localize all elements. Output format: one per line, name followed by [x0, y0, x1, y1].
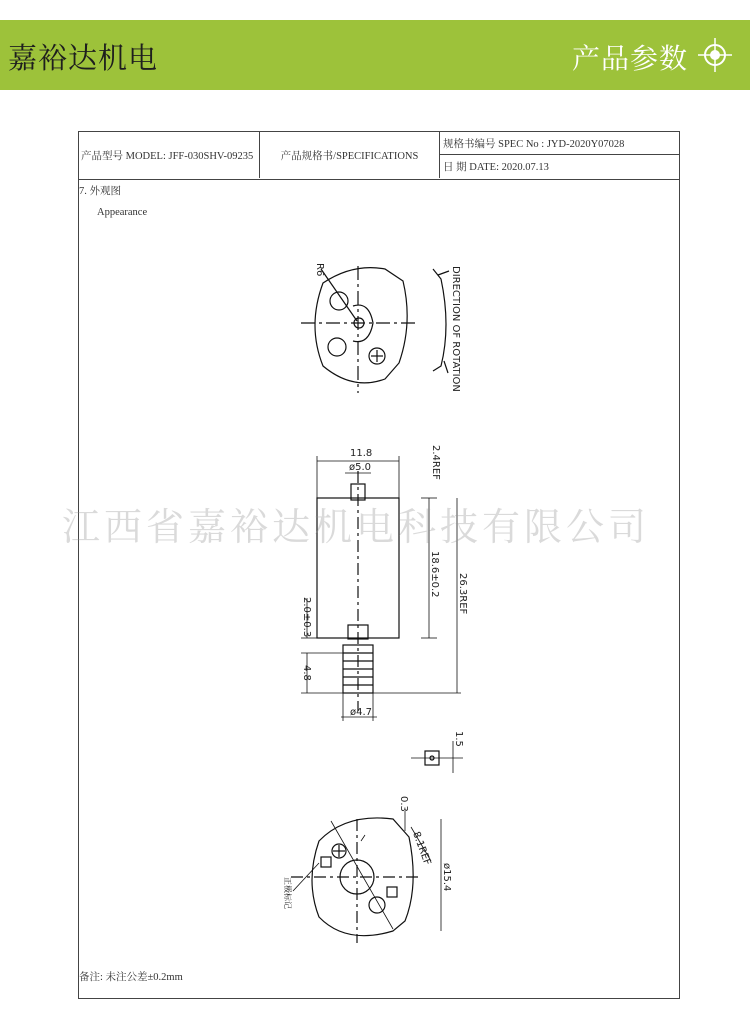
label-26-3ref: 26.3REF	[457, 573, 468, 615]
label-direction: DIRECTION OF ROTATION	[450, 266, 461, 392]
header-banner	[0, 20, 750, 90]
label-r6: R6	[314, 263, 325, 277]
crosshair-target-icon	[696, 36, 734, 74]
label-2-4ref: 2.4REF	[430, 445, 441, 480]
section-english: Appearance	[97, 207, 148, 218]
label-11-8: 11.8	[350, 448, 373, 459]
motor-technical-drawing	[79, 132, 679, 998]
specifications-cell: 产品规格书/SPECIFICATIONS	[260, 132, 440, 178]
label-18-6: 18.6±0.2	[429, 551, 440, 598]
label-polarity-marking: 正极标记	[283, 877, 292, 909]
label-d4-7: ø4.7	[350, 707, 373, 718]
label-8-1ref: 8.1REF	[410, 830, 433, 867]
label-d5-0: ø5.0	[349, 462, 372, 473]
spec-no: 规格书编号 SPEC No : JYD-2020Y07028	[440, 132, 680, 155]
model-cell: 产品型号 MODEL: JFF-030SHV-09235	[79, 132, 260, 178]
tolerance-note: 备注: 未注公差±0.2mm	[79, 972, 183, 983]
label-d15-4: ø15.4	[441, 863, 452, 892]
section-number: 7. 外观图	[79, 186, 121, 197]
brand-name: 嘉裕达机电	[8, 41, 159, 75]
label-4-8: 4.8	[301, 665, 312, 681]
spec-sheet	[78, 131, 680, 999]
company-watermark: 江西省嘉裕达机电科技有限公司	[62, 505, 651, 549]
label-0-3: 0.3	[398, 796, 409, 812]
label-2-0: 2.0±0.3	[301, 597, 312, 638]
label-1-5: 1.5	[453, 731, 464, 747]
section-title: 产品参数	[571, 42, 688, 75]
spec-date: 日 期 DATE: 2020.07.13	[443, 162, 549, 173]
